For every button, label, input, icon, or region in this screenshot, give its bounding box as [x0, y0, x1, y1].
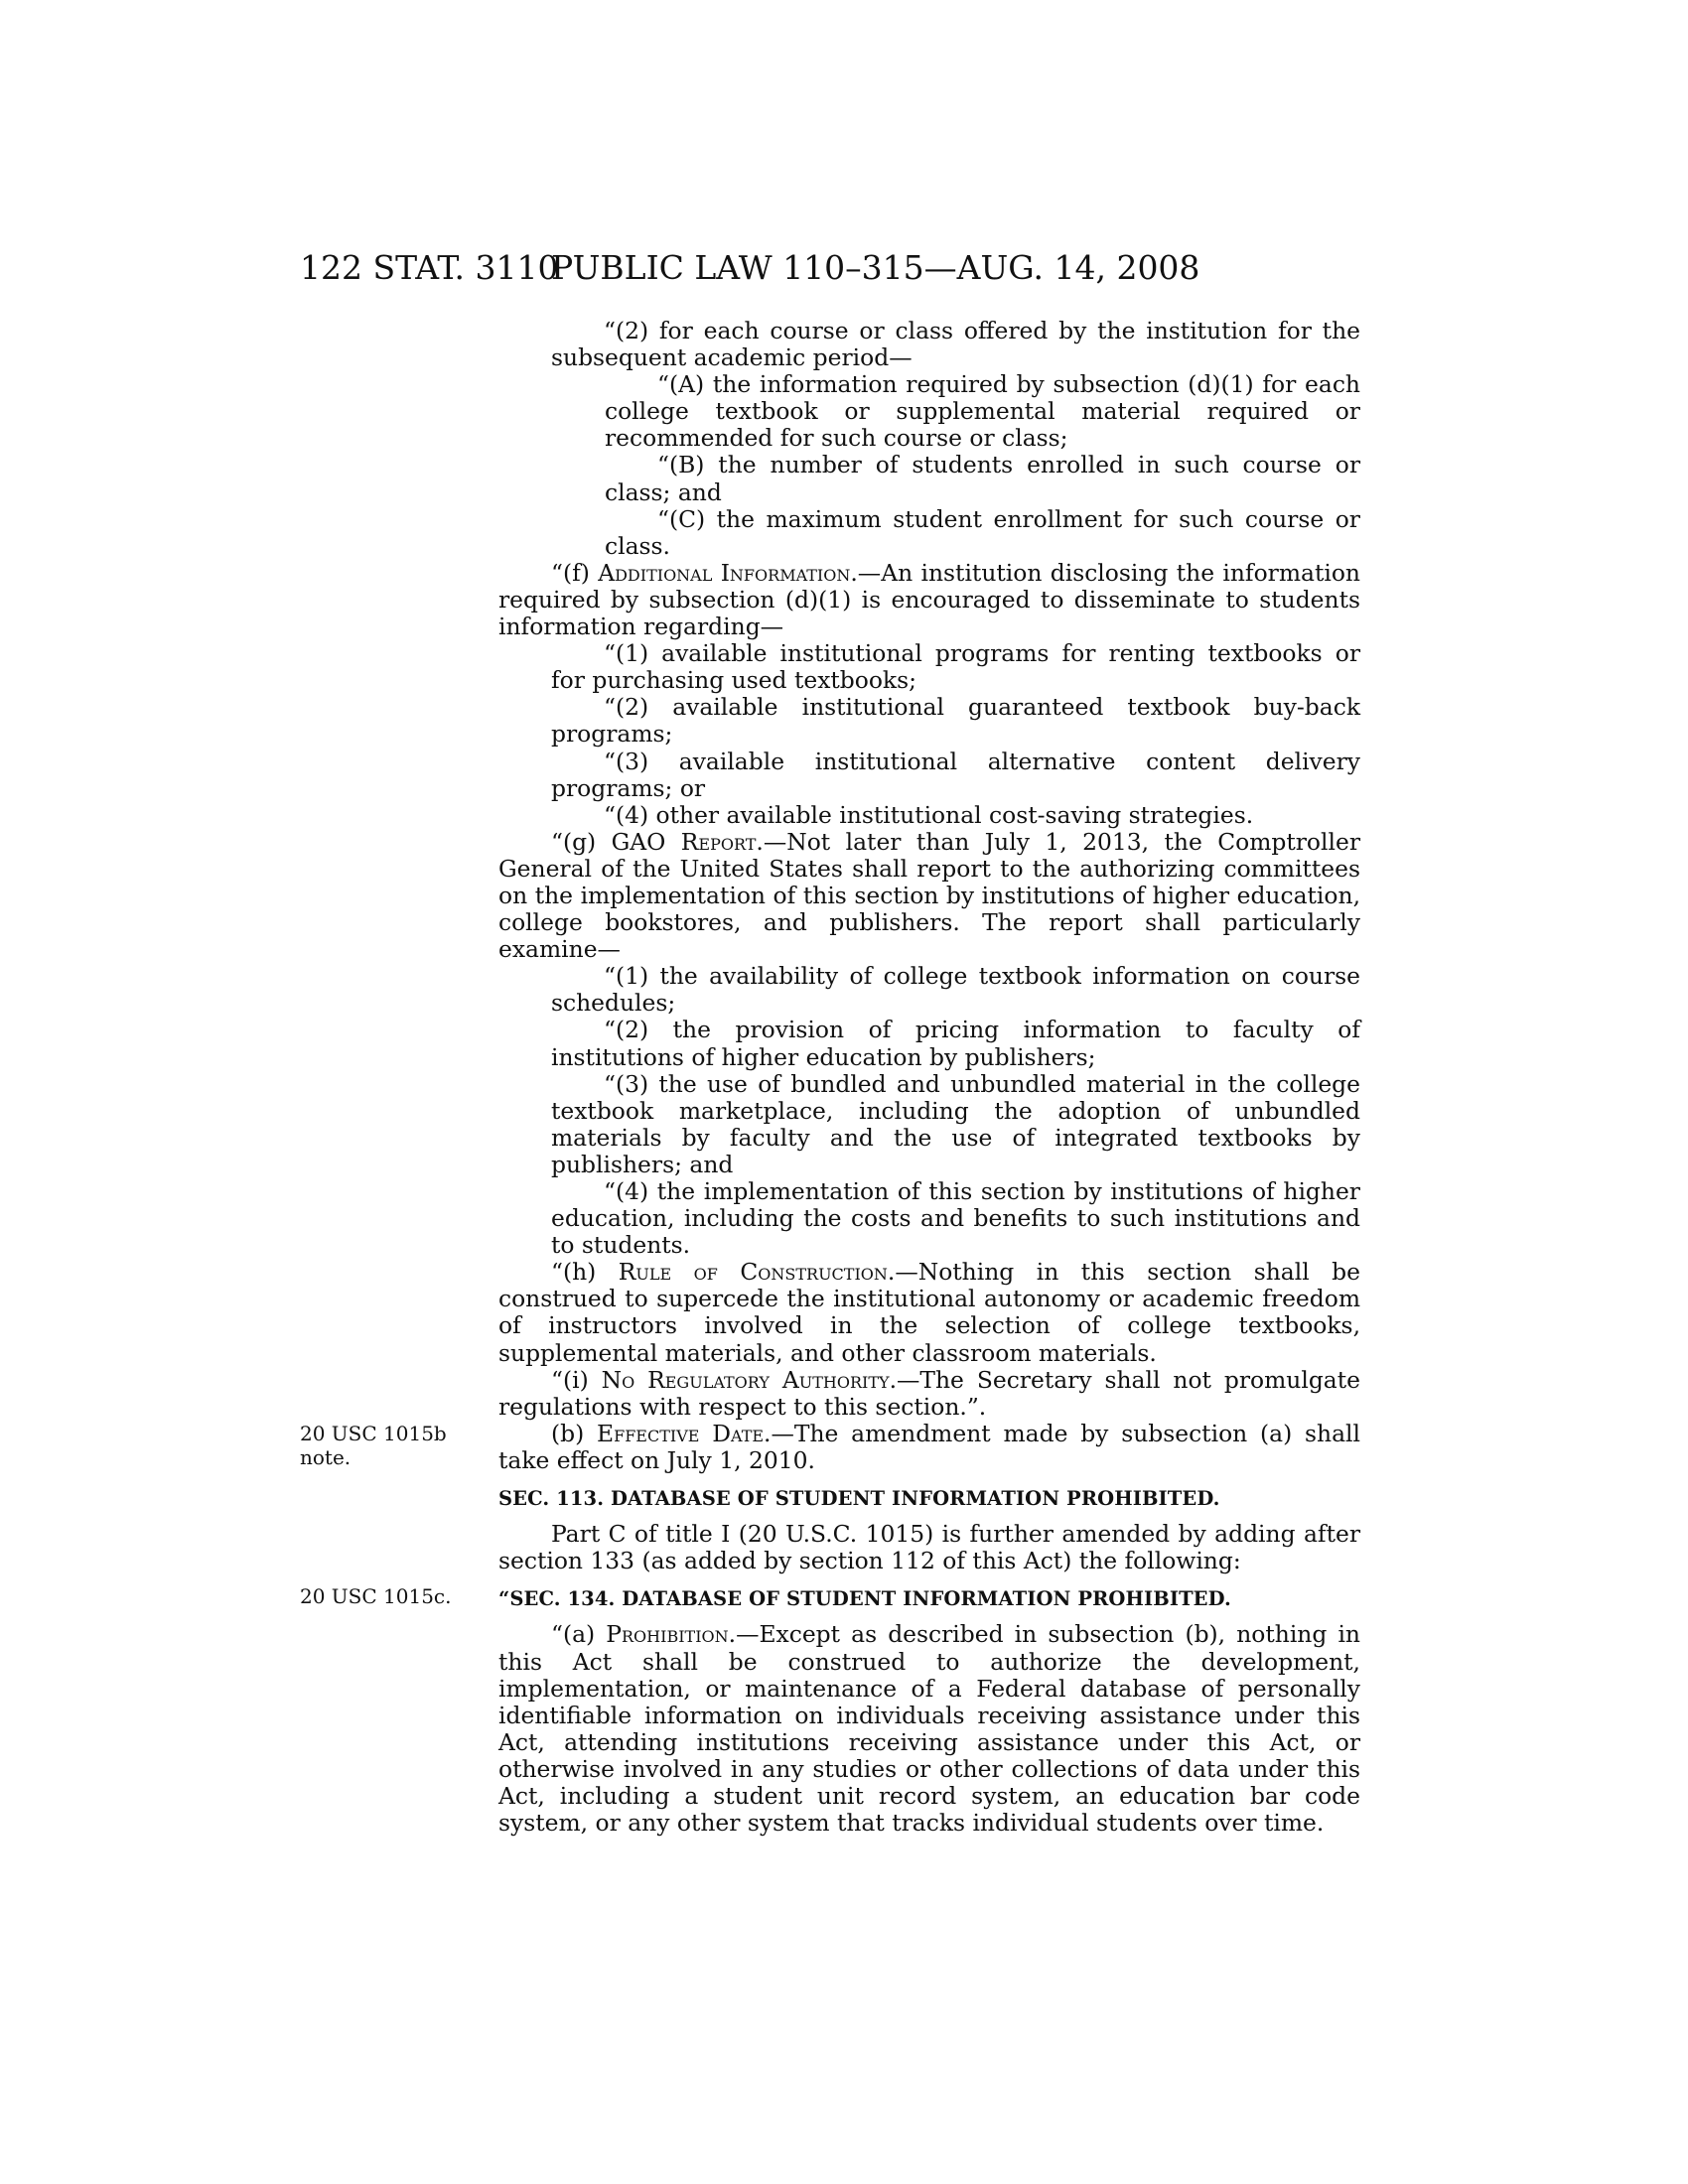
paragraph-f2: “(2) available institutional guaranteed textbook buy-back programs;	[551, 693, 1360, 749]
part-c-amendment: Part C of title I (20 U.S.C. 1015) is further amended by adding after section 133 (as added by section 112 of this Act) the following:	[498, 1520, 1360, 1575]
subsection-a-prohibition	[498, 1621, 1360, 1837]
margin-note-1015c	[300, 1584, 451, 1608]
subsection-f-heading: Additional Information	[598, 558, 851, 587]
subsection-h	[498, 1259, 1360, 1366]
margin-note-line: note.	[300, 1445, 352, 1469]
statute-body	[498, 318, 1360, 1837]
subsection-i-label: “(i)	[551, 1365, 602, 1394]
subparagraph-a: “(A) the information required by subsection (d)(1) for each college textbook or supplemental material required or recommended for such course or class;	[605, 370, 1360, 453]
subsection-a-label: “(a)	[551, 1620, 607, 1649]
paragraph-f1: “(1) available institutional programs for renting textbooks or for purchasing used textbooks;	[551, 639, 1360, 695]
paragraph-2: “(2) for each course or class offered by the institution for the subsequent academic period—	[551, 317, 1360, 372]
section-113-heading: SEC. 113. DATABASE OF STUDENT INFORMATION PROHIBITED.	[498, 1487, 1220, 1511]
paragraph-g2: “(2) the provision of pricing information to faculty of institutions of higher education by publishers;	[551, 1016, 1360, 1071]
page-header	[0, 246, 1688, 290]
subsection-f-text: .—An institution disclosing the information required by subsection (d)(1) is encouraged to disseminate to students information regarding—	[498, 558, 1360, 641]
subsection-f	[498, 560, 1360, 640]
subsection-f-label: “(f)	[551, 558, 599, 587]
paragraph-g4: “(4) the implementation of this section by institutions of higher education, including the costs and benefits to such institutions and to students.	[551, 1177, 1360, 1260]
subsection-a-heading: Prohibition	[606, 1620, 729, 1649]
stat-page-number: 122 STAT. 3110	[300, 248, 559, 287]
paragraph-f3: “(3) available institutional alternative content delivery programs; or	[551, 747, 1360, 802]
subsection-b-label: (b)	[551, 1419, 598, 1447]
paragraph-g1: “(1) the availability of college textbook information on course schedules;	[551, 962, 1360, 1018]
public-law-title: PUBLIC LAW 110–315—AUG. 14, 2008	[551, 248, 1200, 287]
subparagraph-b: “(B) the number of students enrolled in such course or class; and	[605, 451, 1360, 506]
paragraph-f4: “(4) other available institutional cost-saving strategies.	[604, 800, 1254, 829]
subsection-g-text: .—Not later than July 1, 2013, the Comptroller General of the United States shall report to the authorizing committees on the implementation of this section by institutions of higher education, college bookstores, and publishers. The report shall particularly examine—	[498, 827, 1360, 964]
section-134-heading: “SEC. 134. DATABASE OF STUDENT INFORMATION PROHIBITED.	[498, 1587, 1231, 1611]
margin-note-line: 20 USC 1015c.	[300, 1584, 452, 1608]
subsection-i-text: .—The Secretary shall not promulgate regulations with respect to this section.”.	[498, 1365, 1360, 1421]
paragraph-g3: “(3) the use of bundled and unbundled material in the college textbook marketplace, including the adoption of unbundled materials by faculty and the use of integrated textbooks by publishers; and	[551, 1069, 1360, 1178]
subsection-h-heading: Rule of Construction	[618, 1258, 888, 1287]
subsection-g-heading: Report	[680, 827, 757, 856]
subsection-b-heading: Effective Date	[597, 1419, 765, 1447]
subsection-a-text: .—Except as described in subsection (b), nothing in this Act shall be construed to authorize the development, implementation, or maintenance of a Federal database of personally identifiable information on individuals receiving assistance under this Act, attending institutions receiving assistance under this Act, or otherwise involved in any studies or other collections of data under this Act, including a student unit record system, an education bar code system, or any other system that tracks individual students over time.	[498, 1620, 1360, 1838]
subsection-i	[498, 1367, 1360, 1421]
subsection-h-label: “(h)	[551, 1258, 619, 1287]
margin-note-1015b	[300, 1422, 447, 1469]
subsection-g	[498, 829, 1360, 963]
margin-note-line: 20 USC 1015b	[300, 1422, 447, 1445]
subparagraph-c: “(C) the maximum student enrollment for such course or class.	[605, 504, 1360, 560]
subsection-b-text: .—The amendment made by subsection (a) shall take effect on July 1, 2010.	[498, 1419, 1360, 1474]
subsection-i-heading: No Regulatory Authority	[601, 1365, 890, 1394]
subsection-b-effective-date	[498, 1421, 1360, 1474]
subsection-h-text: .—Nothing in this section shall be construed to supercede the institutional autonomy or academic freedom of instructors involved in the selection of college textbooks, supplemental materials, and other classroom materials.	[498, 1258, 1360, 1367]
subsection-g-label: “(g) GAO	[551, 827, 681, 856]
